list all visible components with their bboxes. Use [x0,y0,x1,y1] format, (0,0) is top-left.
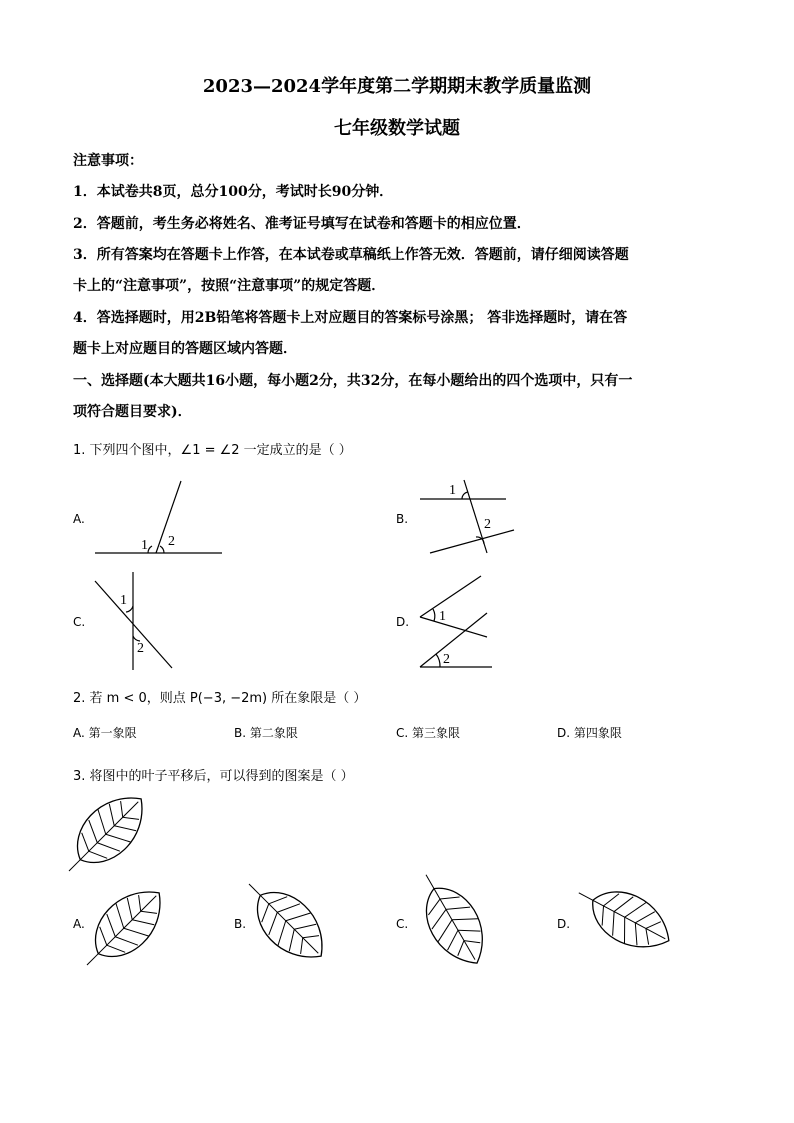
question-2-stem: 2. 若 m < 0，则点 P(−3, −2m) 所在象限是（ ） [73,691,367,706]
note-item: 题卡上对应题目的答题区域内答题． [73,341,297,357]
q3-option-b-label: B. [234,917,247,931]
q2-option-b: B. 第二象限 [234,726,298,740]
exam-subtitle: 七年级数学试题 [334,118,460,139]
notes-heading: 注意事项： [73,153,143,169]
note-item: 卡上的“注意事项”，按照“注意事项”的规定答题． [73,278,386,294]
q1-option-a-label: A. [73,512,85,526]
angle-2-label: 2 [484,517,491,532]
q3-option-a-label: A. [73,917,85,931]
q1-option-d-label: D. [396,615,410,629]
note-item: 3．所有答案均在答题卡上作答，在本试卷或草稿纸上作答无效．答题前，请仔细阅读答题 [73,247,629,263]
q2-option-d: D. 第四象限 [557,726,622,740]
angle-2-label: 2 [168,534,175,549]
section-heading-cont: 项符合题目要求)． [73,404,192,420]
exam-title: 2023—2024学年度第二学期期末教学质量监测 [202,76,592,97]
section-heading: 一、选择题(本大题共16小题，每小题2分，共32分，在每小题给出的四个选项中，只有一 [73,373,633,389]
q2-option-c: C. 第三象限 [396,726,461,740]
note-item: 2．答题前，考生务必将姓名、准考证号填写在试卷和答题卡的相应位置． [73,216,531,232]
q3-option-c-label: C. [396,917,409,931]
note-item: 4．答选择题时，用2B铅笔将答题卡上对应题目的答案标号涂黑； 答非选择题时，请在答 [73,310,628,326]
q1-option-c-label: C. [73,615,86,629]
q3-option-d-label: D. [557,917,571,931]
question-3-stem: 3. 将图中的叶子平移后，可以得到的图案是（ ） [73,769,354,784]
note-item: 1．本试卷共8页，总分100分，考试时长90分钟． [73,184,394,200]
angle-2-label: 2 [137,641,144,656]
angle-1-label: 1 [120,593,127,608]
question-1-stem: 1. 下列四个图中，∠1 = ∠2 一定成立的是（ ） [73,443,352,458]
q2-option-a: A. 第一象限 [73,726,137,740]
angle-1-label: 1 [141,538,148,553]
angle-1-label: 1 [449,483,456,498]
q1-option-b-label: B. [396,512,409,526]
angle-2-label: 2 [443,652,450,667]
angle-1-label: 1 [439,609,446,624]
